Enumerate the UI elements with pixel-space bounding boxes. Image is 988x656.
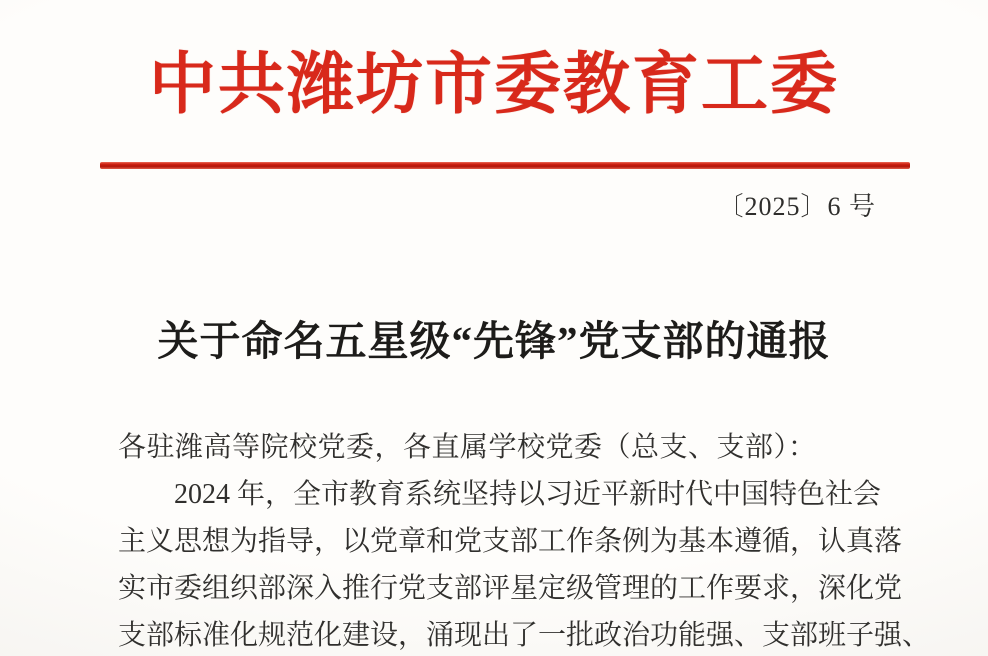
red-divider-line [100,162,910,169]
document-title: 关于命名五星级“先锋”党支部的通报 [157,318,831,364]
document-number: 〔2025〕6 号 [717,192,876,221]
paragraph-line: 实市委组织部深入推行党支部评星定级管理的工作要求，深化党 [118,573,903,604]
document-body [118,424,931,656]
salutation-line: 各驻潍高等院校党委，各直属学校党委（总支、支部）： [118,432,817,463]
paragraph-line: 主义思想为指导，以党章和党支部工作条例为基本遵循，认真落 [118,526,903,557]
paragraph-line: 2024 年，全市教育系统坚持以习近平新时代中国特色社会 [174,479,882,510]
paragraph-line: 支部标准化规范化建设，涌现出了一批政治功能强、支部班子强、 [118,620,931,651]
header-org-name: 中共潍坊市委教育工委 [149,48,839,122]
